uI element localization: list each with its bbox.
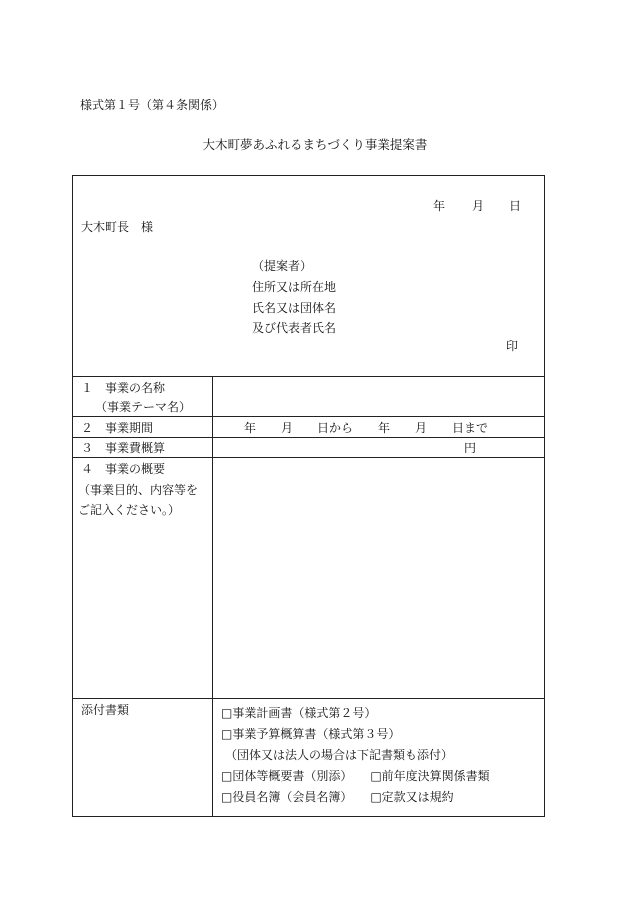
divider-row4: [73, 698, 544, 699]
project-name-label: １ 事業の名称: [81, 381, 166, 395]
seal-mark: 印: [506, 339, 519, 353]
period-month-start: 月: [281, 421, 294, 435]
period-year-end: 年: [378, 421, 391, 435]
date-year-label: 年: [433, 199, 446, 213]
divider-header: [73, 376, 544, 377]
divider-row2: [73, 437, 544, 438]
date-month-label: 月: [472, 199, 485, 213]
representative-label: 及び代表者氏名: [252, 321, 337, 335]
attachments-list: [221, 703, 490, 808]
attachment-row-3: [221, 766, 490, 787]
project-outline-label: ４ 事業の概要: [81, 462, 166, 476]
yen-unit: 円: [464, 441, 477, 455]
attachment-prior-year-accounts: □前年度決算関係書類: [370, 769, 490, 783]
attachment-business-plan: □事業計画書（様式第２号）: [221, 706, 377, 720]
attachment-org-overview: □団体等概要書（別添）: [221, 769, 353, 783]
divider-row3: [73, 457, 544, 458]
project-period-label: ２ 事業期間: [81, 421, 154, 435]
project-cost-label: ３ 事業費概算: [81, 441, 166, 455]
date-day-label: 日: [509, 199, 522, 213]
proposal-form-table: [72, 175, 545, 817]
name-label: 氏名又は団体名: [252, 301, 337, 315]
proposer-heading: （提案者）: [252, 259, 313, 273]
period-day-until: 日まで: [452, 421, 489, 435]
attachments-label: 添付書類: [81, 703, 130, 717]
attachment-articles: □定款又は規約: [370, 790, 454, 804]
attachment-row-4: [221, 787, 490, 808]
form-number: 様式第１号（第４条関係）: [80, 98, 225, 112]
attachment-note: （団体又は法人の場合は下記書類も添付）: [225, 748, 454, 762]
addressee: 大木町長 様: [81, 220, 154, 234]
document-title: 大木町夢あふれるまちづくり事業提案書: [202, 137, 428, 152]
attachment-budget-estimate: □事業予算概算書（様式第３号）: [221, 727, 401, 741]
period-day-from: 日から: [317, 421, 354, 435]
period-year-start: 年: [244, 421, 257, 435]
period-month-end: 月: [415, 421, 428, 435]
project-theme-label: （事業テーマ名）: [95, 400, 192, 414]
column-divider: [212, 376, 213, 817]
address-label: 住所又は所在地: [252, 280, 337, 294]
divider-row1: [73, 416, 544, 417]
project-outline-note-1: （事業目的、内容等を: [78, 483, 199, 497]
project-outline-note-2: ご記入ください。）: [78, 503, 181, 517]
attachment-officer-list: □役員名簿（会員名簿）: [221, 790, 353, 804]
